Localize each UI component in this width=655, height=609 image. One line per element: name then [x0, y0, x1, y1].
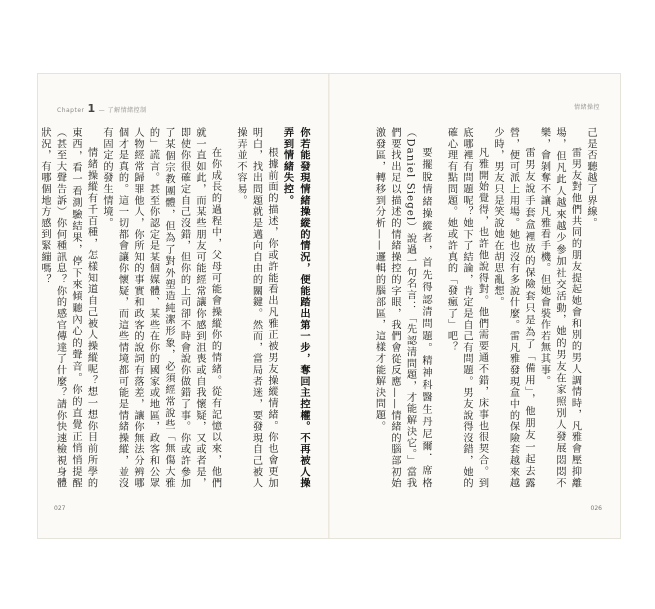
chapter-title: — 了解情緒控制: [98, 107, 147, 114]
chapter-label: Chapter: [57, 107, 85, 114]
paragraph: [279, 127, 312, 489]
left-running-head: [57, 102, 147, 115]
book-gutter: [328, 74, 330, 538]
paragraph: [37, 127, 99, 489]
right-page-number: 026: [590, 505, 602, 512]
emphasis-text: 你若能發現情緒操縱的情況，便能踏出第一步，奪回主控權。不再被人操弄到情緒失控。: [281, 127, 310, 489]
paragraph: [536, 127, 583, 489]
paragraph: [233, 127, 280, 489]
paragraph-text: 要擺脫情緒操縱者，首先得認清問題。精神科醫生丹尼爾．席格（Daniel Siegel）說過一句名言：「先認清問題，才能解決它。」當我們要找出足以描述的情緒操控的字眼，我們會從反應——情緒的腦部初始激發區，轉移到分析——邏輯的腦部區，這樣才能解決問題。: [373, 127, 431, 489]
paragraph: [443, 127, 490, 489]
right-page-body: [343, 127, 598, 489]
left-page-number: 027: [54, 505, 66, 512]
book-spread: [38, 74, 620, 538]
paragraph-text: 雷男友說手套盒裡放的保險套只是為了「備用」，他朋友一起去露營，便可派上用場。她也沒有多說什麼。雷凡雅發現盒中的保險套越來越少時，男友只是笑說她在胡思亂想。: [492, 127, 534, 489]
paragraph: [583, 127, 599, 489]
paragraph: [490, 127, 537, 489]
left-page-body: [39, 127, 312, 489]
chapter-number: 1: [87, 102, 96, 115]
paragraph-text: 情緒操縱有千百種，怎樣知道自己被人操縱呢？想一想你目前所學的東西，看一看測驗結果，停下來傾聽內心的聲音。你的直覺正悄悄提醒（甚至大聲告訴）你何種訊息？你的感官傳達了什麼？請你快速檢視身體狀況，有哪個地方感到緊繃嗎？: [39, 127, 97, 489]
paragraph: [371, 127, 433, 489]
paragraph-text: 根據前面的描述，你或許能看出凡雅正被男友操縱情緒。你也會更加明白，找出問題就是邁向自由的關鍵。然而，當局者迷，要發現自己被人操弄並不容易。: [235, 127, 277, 489]
paragraph-text: 雷男友對他們共同的朋友提起她會和別的男人調情時，凡雅會壓抑離場，但凡此人越來越少參加社交活動，她的男友在家照別人發展悶悶不樂，會剝奪不讓凡雅看手機。但她會裝作若無其事。: [538, 127, 581, 489]
paragraph-text: 在你成長的過程中，父母可能會操縱你的情緒。從有記憶以來，他們就一直如此，而某些朋友可能經常讓你感到沮喪或自我懷疑，又或者是，即使你很確定自己沒錯，但你的上司卻不時會說你做錯了事。你或許參加了某個宗教團體，但為了對外塑造純潔形象，必須經常說些「無傷大雅的」謊言。甚至你認定是某個媒體、某些在你的國家或地區，政客和公眾人物經常歸罪他人，你所知的事實和政客的說詞有落差，讓你無法分辨哪個才是真的。這一切都會讓你懷疑，而這些情境都可能是情緒操縱，並沒有固定的發生情境。: [101, 127, 221, 489]
paragraph: [99, 127, 223, 489]
right-running-head: 情緒操控: [573, 104, 600, 111]
paragraph-text: 己是否聽越了界線。: [585, 127, 596, 229]
paragraph-text: 凡雅開始覺得，也許他說得對。他們需要通不錯，床事也很契合。到底哪裡有問題呢？她下了結論，肯定是自己有問題。男友說得沒錯，她的確心理有點問題。她或許真的「發瘋了」吧？: [445, 127, 488, 489]
